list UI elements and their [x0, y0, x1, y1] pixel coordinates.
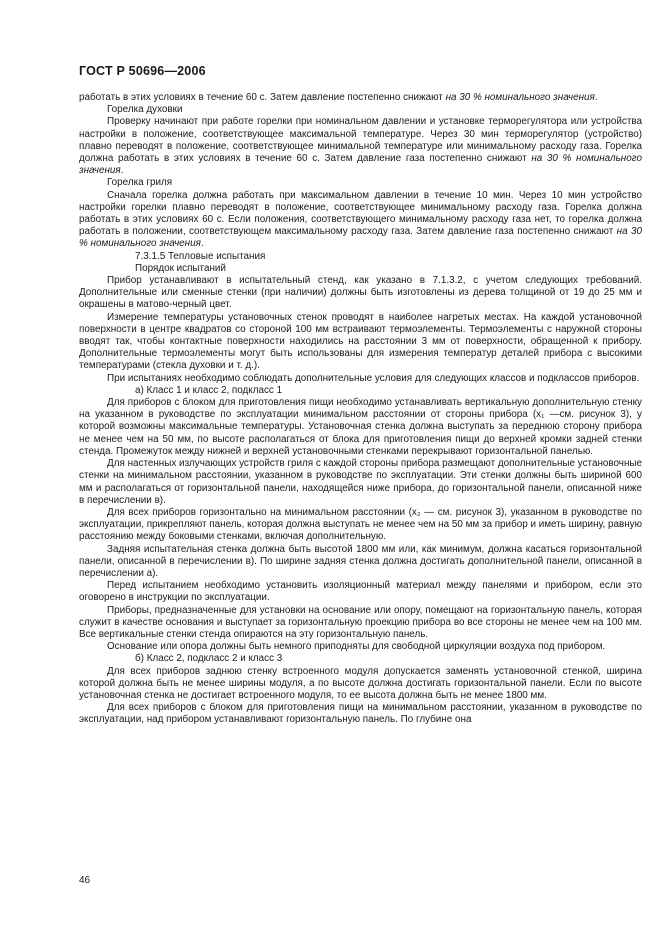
- paragraph: [79, 397, 642, 458]
- paragraph: [79, 251, 642, 263]
- paragraph-text: Горелка духовки: [107, 104, 183, 116]
- paragraph-tail: .: [200, 238, 204, 250]
- emphasis-text: на 30 % номинального значения: [445, 92, 595, 103]
- paragraph: [79, 104, 642, 116]
- paragraph-text: Сначала горелка должна работать при максимальном давлении в течение 10 мин. Через 10 мин устройство настройки горелки плавно переводят в положение, соответствующее минимальному расходу газа. Горелка должна работать в этих условиях 60 с. Если положения, соответствующего минимальному расходу газа нет, то горелка должна работать в положении, соответствующем максимальному расходу газа. Затем давление газа постепенно снижают: [79, 189, 642, 238]
- paragraph-text: Порядок испытаний: [135, 262, 226, 274]
- paragraph: [79, 263, 642, 275]
- paragraph: [79, 605, 642, 642]
- paragraph-text: б) Класс 2, подкласс 2 и класс 3: [135, 653, 283, 665]
- paragraph-text: При испытаниях необходимо соблюдать дополнительные условия для следующих классов и подклассов приборов.: [107, 372, 640, 384]
- paragraph: [79, 385, 642, 397]
- paragraph-text: Проверку начинают при работе горелки при номинальном давлении и установке терморегулятора или устройства настройки в положение, соответствующее максимальной температуре. Через 30 мин терморегулятор (устройство) плавно переводят в положение, соответствующее минимальной температуре или минимальному расходу газа. Горелка должна работать в этих условиях в течение 60 с. Затем давление газа постепенно снижают: [79, 116, 642, 165]
- paragraph: [79, 653, 642, 665]
- paragraph-text: Для приборов с блоком для приготовления пищи необходимо устанавливать вертикальную дополнительную стенку на указанном в руководстве по эксплуатации минимальном расстоянии от стороны прибора (x₁ —см. рисунок 3), у которой возможны максимальные температуры. Установочная стенка должна выступать за переднюю сторону прибора не менее чем на 50 мм, по высоте располагаться от блока для приготовления пищи до верхней кромки задней стенки стенда. Промежуток между нижней и верхней установочными стенками перекрывают горизонтальной панелью.: [79, 397, 642, 457]
- paragraph-text: Перед испытанием необходимо установить изоляционный материал между панелями и прибором, если это оговорено в инструкции по эксплуатации.: [79, 580, 642, 604]
- paragraph: [79, 458, 642, 507]
- emphasis-text: на 30 % номинального значения: [79, 153, 642, 177]
- paragraph: [79, 544, 642, 581]
- paragraph-text: Для настенных излучающих устройств гриля с каждой стороны прибора размещают дополнительные установочные стенки на минимальном расстоянии, указанном в руководстве по эксплуатации. Эти стенки должны быть шириной 600 мм и располагаться от горизонтальной панели, находящейся ниже прибора, до горизонтальной панели, описанной ниже в перечислении в).: [79, 458, 642, 506]
- paragraph-text: 7.3.1.5 Тепловые испытания: [135, 250, 266, 262]
- paragraph-text: Для всех приборов горизонтально на минимальном расстоянии (x₂ — см. рисунок 3), указанном в руководстве по эксплуатации, прикрепляют панель, которая должна выступать не менее чем на 50 мм за прибор и иметь ширину, равную расстоянию между боковыми стенками, включая дополнительную.: [79, 506, 642, 543]
- emphasis-text: на 30 % номинального значения: [79, 226, 643, 250]
- document-body: [79, 92, 642, 727]
- paragraph-tail: .: [594, 92, 598, 103]
- paragraph: [79, 190, 642, 251]
- paragraph: [79, 580, 642, 604]
- paragraph: [79, 116, 642, 177]
- paragraph-text: Задняя испытательная стенка должна быть высотой 1800 мм или, как минимум, должна касаться горизонтальной панели, описанной в перечислении в). По ширине задняя стенка должна достигать дополнительной панели, описанной в перечислении а).: [79, 543, 642, 579]
- paragraph-text: Приборы, предназначенные для установки на основание или опору, помещают на горизонтальную панель, которая служит в качестве основания и выступает за горизонтальную проекцию прибора во все стороны не менее чем на 100 мм. Все вертикальные стенки стенда опираются на эту горизонтальную панель.: [79, 604, 642, 640]
- paragraph: [79, 177, 642, 189]
- paragraph: [79, 92, 642, 104]
- paragraph: [79, 373, 642, 385]
- paragraph-text: Для всех приборов заднюю стенку встроенного модуля допускается заменять установочной стенкой, ширина которой должна быть не менее ширины модуля, а по высоте должна достигать горизонтальной панели. Если по высоте установочная стенка не достигает встроенного модуля, то ее высота должна быть не менее 1800 мм.: [79, 665, 642, 701]
- paragraph-text: работать в этих условиях в течение 60 с. Затем давление постепенно снижают: [79, 92, 446, 103]
- paragraph: [79, 275, 642, 312]
- page-number: 46: [79, 875, 91, 886]
- paragraph-text: Горелка гриля: [107, 177, 173, 189]
- paragraph: [79, 702, 642, 726]
- paragraph-tail: .: [120, 165, 124, 177]
- paragraph-text: а) Класс 1 и класс 2, подкласс 1: [135, 384, 283, 396]
- document-header: ГОСТ Р 50696—2006: [79, 64, 206, 78]
- paragraph: [79, 666, 642, 703]
- paragraph-text: Для всех приборов с блоком для приготовления пищи на минимальном расстоянии, указанном в руководстве по эксплуатации, над прибором устанавливают горизонтальную панель. По глубине она: [79, 702, 642, 726]
- paragraph-text: Измерение температуры установочных стенок проводят в наиболее нагретых местах. На каждой установочной поверхности в центре квадратов со стороной 100 мм встраивают термоэлементы. Термоэлементы с наружной стороны вводят так, чтобы контактные поверхности находились на расстоянии 3 мм от поверхности, обращенной к прибору. Дополнительные термоэлементы могут быть использованы для измерения температур деталей прибора с высокими температурами (стекла духовки и т. д.).: [79, 311, 642, 372]
- paragraph: [79, 507, 642, 544]
- paragraph: [79, 312, 642, 373]
- paragraph-text: Прибор устанавливают в испытательный стенд, как указано в 7.1.3.2, с учетом следующих требований. Дополнительные или сменные стенки (при наличии) должны быть изготовлены из дерева толщиной от 19 до 25 мм и окрашены в матово-черный цвет.: [79, 275, 642, 311]
- paragraph: [79, 641, 642, 653]
- paragraph-text: Основание или опора должны быть немного приподняты для свободной циркуляции воздуха под прибором.: [107, 641, 606, 653]
